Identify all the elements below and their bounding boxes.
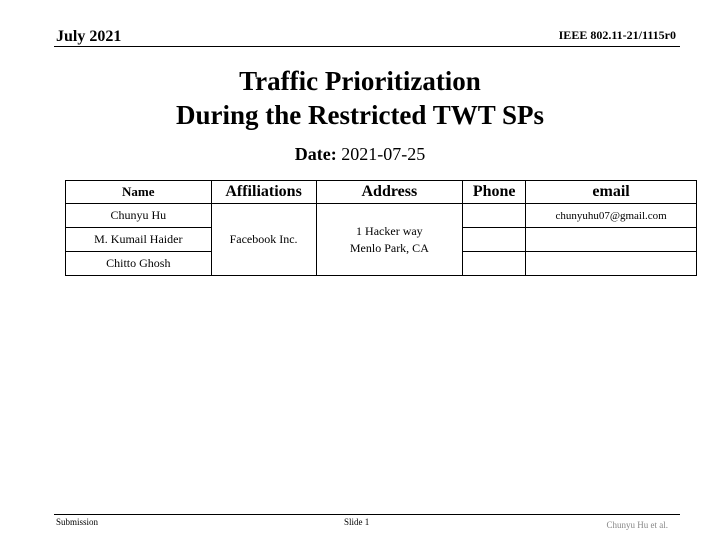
author-name: M. Kumail Haider — [66, 228, 212, 252]
affiliation-cell: Facebook Inc. — [211, 204, 316, 276]
header-divider — [54, 46, 680, 47]
header-doc-id: IEEE 802.11-21/1115r0 — [558, 28, 676, 42]
author-name: Chunyu Hu — [66, 204, 212, 228]
phone-cell — [463, 252, 526, 276]
address-cell — [316, 204, 463, 276]
author-name: Chitto Ghosh — [66, 252, 212, 276]
email-cell: chunyuhu07@gmail.com — [526, 204, 697, 228]
header-date: July 2021 — [56, 28, 122, 45]
phone-cell — [463, 228, 526, 252]
footer-slide-number: Slide 1 — [344, 517, 370, 527]
date-value: 2021-07-25 — [341, 144, 426, 164]
header-address: Address — [316, 181, 463, 204]
email-cell — [526, 228, 697, 252]
footer-authors: Chunyu Hu et al. — [606, 520, 668, 530]
email-cell — [526, 252, 697, 276]
date-label: Date: — [294, 144, 337, 164]
header-name: Name — [66, 181, 212, 204]
header-phone: Phone — [463, 181, 526, 204]
slide-title — [0, 64, 720, 132]
header-affiliations: Affiliations — [211, 181, 316, 204]
address-line-1: 1 Hacker way — [356, 223, 423, 238]
phone-cell — [463, 204, 526, 228]
date-line — [0, 144, 720, 165]
title-line-1: Traffic Prioritization — [239, 66, 481, 96]
table-row — [66, 204, 697, 228]
footer-divider — [54, 514, 680, 515]
footer-submission: Submission — [56, 517, 99, 527]
header-email: email — [526, 181, 697, 204]
address-line-2: Menlo Park, CA — [349, 240, 429, 255]
authors-table — [65, 180, 697, 276]
table-header-row — [66, 181, 697, 204]
title-line-2: During the Restricted TWT SPs — [175, 100, 544, 130]
